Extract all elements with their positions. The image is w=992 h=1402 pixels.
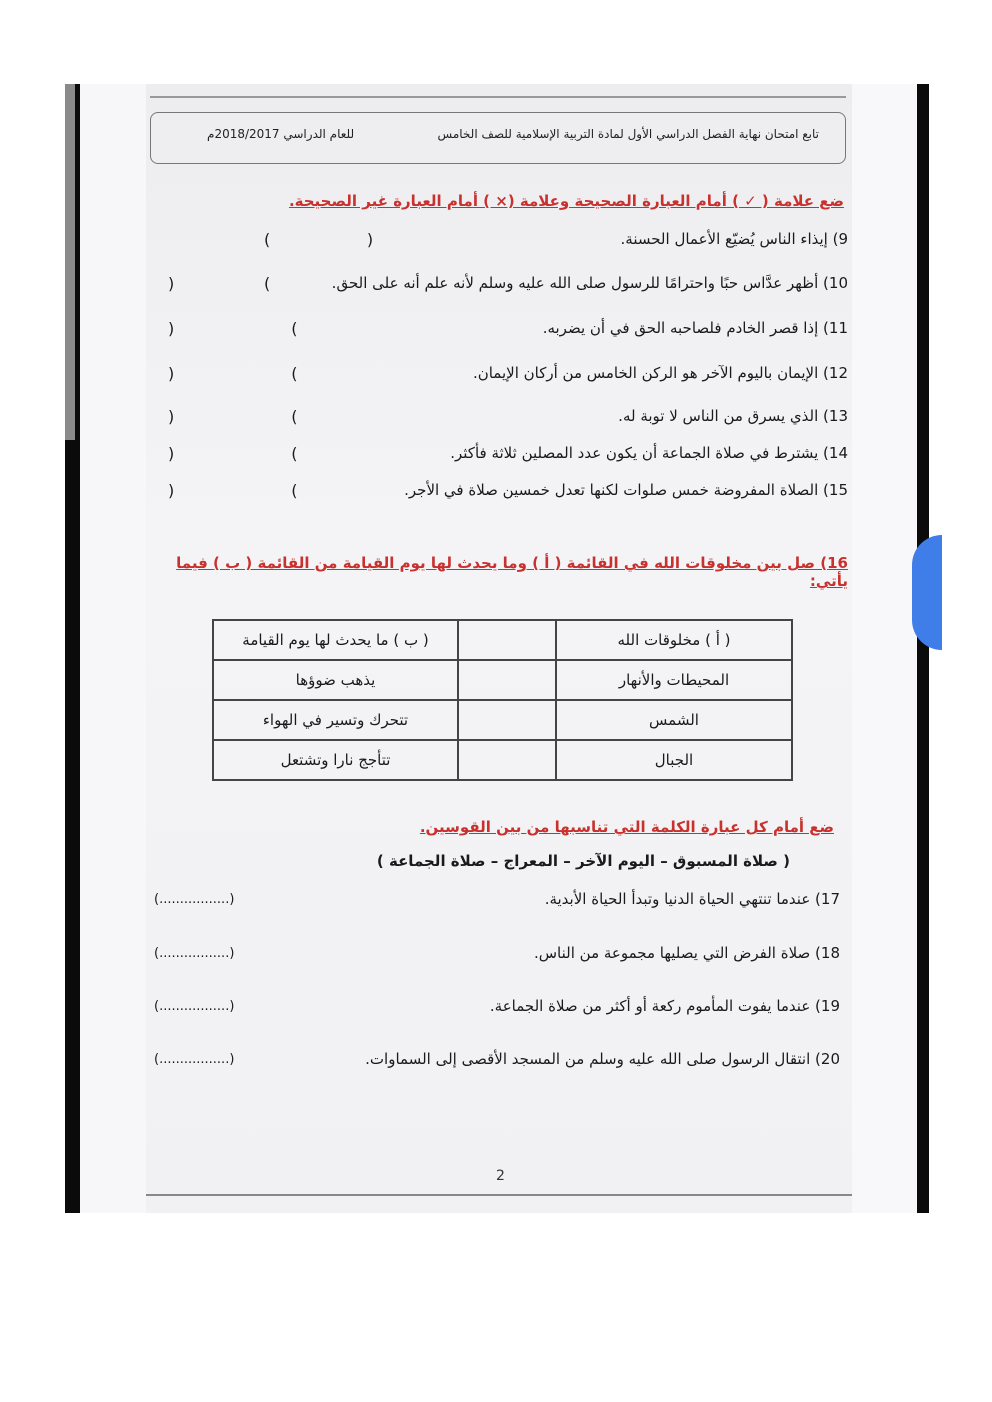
matching-table <box>212 619 793 781</box>
exam-sheet <box>146 84 852 1213</box>
school-year: للعام الدراسي 2018/2017م <box>207 127 355 141</box>
answer-paren-10[interactable]: ) <box>168 274 175 293</box>
question-14: 14) يشترط في صلاة الجماعة أن يكون عدد المصلين ثلاثة فأكثر. <box>450 444 848 462</box>
header-box <box>150 112 846 164</box>
header-b: ( ب ) ما يحدث لها يوم القيامة <box>213 620 458 660</box>
answer-paren-11[interactable]: ) ( <box>168 319 298 338</box>
left-margin-strip <box>80 84 146 1213</box>
answer-paren-9[interactable]: ( ) <box>264 230 374 249</box>
bottom-line <box>146 1194 852 1196</box>
connect-cell-1 <box>458 660 556 700</box>
answer-blank-20[interactable]: (.................) <box>154 1052 235 1067</box>
answer-paren-14[interactable]: ) ( <box>168 444 298 463</box>
page-number: 2 <box>496 1168 505 1184</box>
cell-a-3: الجبال <box>556 740 792 780</box>
fill-in-title: ضع أمام كل عبارة الكلمة التي تناسبها من بين القوسين. <box>419 818 834 836</box>
question-13: 13) الذي يسرق من الناس لا توبة له. <box>618 407 848 425</box>
header-top-line <box>150 96 846 98</box>
answer-paren-15[interactable]: ) ( <box>168 481 298 500</box>
question-10: 10) أظهر عدَّاس حبًا واحترامًا للرسول صلى الله عليه وسلم لأنه علم أنه على الحق. <box>331 274 848 292</box>
question-20: 20) انتقال الرسول صلى الله عليه وسلم من المسجد الأقصى إلى السماوات. <box>365 1050 840 1068</box>
answer-paren-13[interactable]: ) ( <box>168 407 298 426</box>
side-scroll-handle[interactable] <box>912 535 942 650</box>
left-edge-bar <box>65 84 75 440</box>
right-margin-strip <box>852 84 917 1213</box>
table-row <box>213 700 792 740</box>
answer-blank-19[interactable]: (.................) <box>154 999 235 1014</box>
answer-paren-12[interactable]: ) ( <box>168 364 298 383</box>
question-17: 17) عندما تنتهي الحياة الدنيا وتبدأ الحياة الأبدية. <box>544 890 840 908</box>
question-12: 12) الإيمان باليوم الآخر هو الركن الخامس من أركان الإيمان. <box>472 364 848 382</box>
matching-title: 16) صل بين مخلوقات الله في القائمة ( أ ) وما يحدث لها يوم القيامة من القائمة ( ب ) فيما يأتي: <box>176 554 848 590</box>
answer-blank-18[interactable]: (.................) <box>154 946 235 961</box>
answer-paren-10-open: ( <box>264 274 271 293</box>
cell-b-3: تتأجج نارا وتشتعل <box>213 740 458 780</box>
word-choices: ( صلاة المسبوق – اليوم الآخر – المعراج – صلاة الجماعة ) <box>376 852 790 870</box>
cell-b-1: يذهب ضوؤها <box>213 660 458 700</box>
connect-column <box>458 620 556 660</box>
table-header-row <box>213 620 792 660</box>
connect-cell-3 <box>458 740 556 780</box>
question-19: 19) عندما يفوت المأموم ركعة أو أكثر من صلاة الجماعة. <box>489 997 840 1015</box>
cell-b-2: تتحرك وتسير في الهواء <box>213 700 458 740</box>
header-a: ( أ ) مخلوقات الله <box>556 620 792 660</box>
connect-cell-2 <box>458 700 556 740</box>
cell-a-1: المحيطات والأنهار <box>556 660 792 700</box>
table-row <box>213 660 792 700</box>
question-9: 9) إيذاء الناس يُضيّع الأعمال الحسنة. <box>620 230 848 248</box>
question-11: 11) إذا قصر الخادم فلصاحبه الحق في أن يضربه. <box>542 319 848 337</box>
question-15: 15) الصلاة المفروضة خمس صلوات لكنها تعدل خمسين صلاة في الأجر. <box>404 481 848 499</box>
exam-title: تابع امتحان نهاية الفصل الدراسي الأول لمادة التربية الإسلامية للصف الخامس <box>437 127 819 141</box>
true-false-title: ضع علامة ( ✓ ) أمام العبارة الصحيحة وعلامة (× ) أمام العبارة غير الصحيحة. <box>288 192 844 210</box>
cell-a-2: الشمس <box>556 700 792 740</box>
table-row <box>213 740 792 780</box>
question-18: 18) صلاة الفرض التي يصليها مجموعة من الناس. <box>533 944 840 962</box>
answer-blank-17[interactable]: (.................) <box>154 892 235 907</box>
